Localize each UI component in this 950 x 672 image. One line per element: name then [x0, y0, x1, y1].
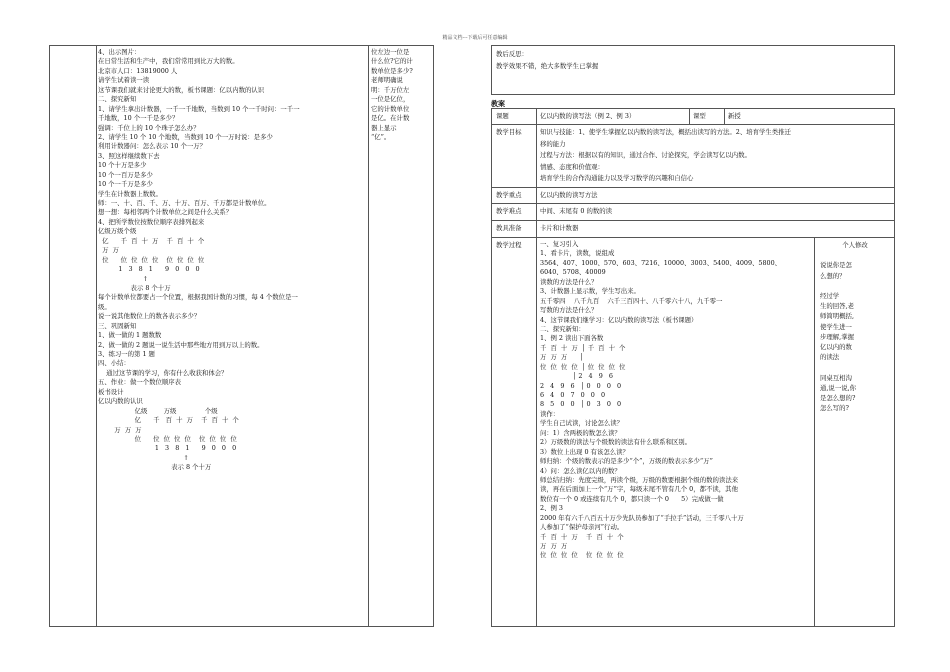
text-line: 每个计数单位都要占一个位置，根据我国计数的习惯，每 4 个数位是一 — [98, 293, 298, 302]
side-line — [820, 250, 890, 260]
text-line: 10 个十万是多少 — [98, 161, 147, 170]
text-line: 4、把所学数位按数位顺序表排列起来 — [98, 217, 205, 226]
process-line: 千 百 十 万 │ 千 百 十 个 — [540, 343, 626, 352]
text-line: 位 位 位 位 位 位 位 位 位 — [98, 434, 237, 443]
text-line: 通过这节课的学习，你有什么收获和体会？ — [98, 368, 228, 377]
process-line: 4）问：怎么读亿以内的数？ — [540, 466, 621, 475]
row-divider — [492, 220, 894, 221]
process-line: 读作： — [540, 409, 560, 418]
text-line: 请学生试着读一读 — [98, 76, 150, 85]
process-line: 万 万 万 │ — [540, 353, 584, 362]
title-label: 课题 — [496, 112, 509, 120]
prep-value: 卡片和计数器 — [540, 224, 579, 232]
text-line: 亿级 万级 个级 — [98, 406, 218, 415]
side-line: 么想的？ — [820, 271, 846, 280]
process-line: 问：1）含两极的数怎么读？ — [540, 428, 621, 437]
text-line: 亿以内数的认识 — [98, 397, 143, 406]
process-line: 读，再在后面加上一个“万”字，每级末尾不管有几个 0，都不读，其他 — [540, 485, 738, 494]
left-notes — [371, 48, 433, 143]
text-line: 三、巩固新知 — [98, 321, 137, 330]
process-line: 千 百 十 万 千 百 十 个 — [540, 532, 624, 541]
text-line: 10 个一百万是多少 — [98, 170, 153, 179]
goals-label: 教学目标 — [496, 128, 522, 136]
note-line: 器上显示 — [371, 123, 397, 132]
process-line: 3564、407、1000、570、603、7216、10000、3003、5400、4009、5800、 — [540, 258, 782, 267]
process-line: 6 4 0 7 0 0 0 — [540, 391, 606, 399]
process-line: 4、这节课我们继学习：亿以内数的读写法（板书课题） — [540, 315, 698, 324]
process-line: 人参加了“保护母亲河”行动。 — [540, 523, 624, 532]
process-line: 2000 年有六千八百五十万少先队员参加了“手拉手”活动，三千零八十万 — [540, 513, 744, 522]
title-value: 亿以内数的读写法（例 2、例 3） — [540, 112, 636, 120]
row-divider — [492, 187, 894, 188]
type-label: 课型 — [693, 112, 706, 120]
text-line: 2、做一做的 2 题说一说生活中那些地方用到万以上的数。 — [98, 340, 264, 349]
side-line: 是怎么想的? — [820, 394, 856, 403]
process-line: 一、复习引入 — [540, 240, 579, 248]
side-line — [820, 362, 890, 372]
process-line: 2、例 3 — [540, 504, 563, 513]
text-line: 万 万 万 — [98, 425, 142, 434]
text-line: 万 万 — [98, 246, 119, 255]
key-value: 亿以内数的读写方法 — [540, 191, 598, 199]
note-line: 数单位是多少? — [371, 66, 413, 75]
side-notes — [820, 240, 890, 413]
text-line: 利用计数器问：怎么表示 10 个一万？ — [98, 142, 207, 151]
side-column-divider — [814, 237, 815, 626]
process-line: 五千零四 八千九百 六千三百四十、八千零六十八，九千零一 — [540, 296, 723, 305]
row-divider — [492, 237, 894, 238]
side-line: 通,说一说,你 — [820, 383, 857, 392]
lesson-plan-label: 教案 — [491, 99, 505, 108]
row-divider — [492, 124, 894, 125]
process-line: 2 4 9 6 │ 0 0 0 0 — [540, 381, 622, 390]
row-divider — [492, 203, 894, 204]
text-line: 二、探究新知 — [98, 95, 137, 104]
side-header: 个人修改 — [842, 241, 868, 249]
side-line: 同桌互相沟 — [820, 373, 852, 382]
process-content — [540, 240, 812, 561]
goals-content — [540, 127, 894, 185]
note-line: “亿”。 — [371, 133, 391, 142]
text-line: 这节课我们就来讨论更大的数，板书课题：亿以内数的认识 — [98, 85, 265, 94]
text-line: 3、照这样继续数下去 — [98, 151, 160, 160]
process-line: 师总结归纳：先度完级，再读个级，万级的数要根据个级的数的读法来 — [540, 475, 739, 484]
text-line: 四、小结： — [98, 359, 130, 368]
text-line: 表示 8 个十万 — [98, 463, 212, 472]
page-header: 精品文档---下载后可任意编辑 — [442, 35, 508, 41]
text-line: 位 位 位 位 位 位 位 位 位 — [98, 255, 205, 264]
text-line: 师：一、十、百、千、万、十万、百万、千万都是计数单位。 — [98, 199, 271, 207]
note-line: 一位是亿位， — [371, 95, 410, 104]
process-line: 1、看卡片，读数，说组成 — [540, 249, 615, 258]
process-line: 写数的方法是什么？ — [540, 306, 598, 315]
text-line: 说一说其他数位上的数各表示多少？ — [98, 312, 201, 321]
type-divider-2 — [724, 109, 725, 124]
left-column-divider-1 — [96, 46, 97, 626]
process-line: 数位有一个 0 或连续有几个 0，都只读一个 0 5）完成做一做 — [540, 494, 724, 503]
goal-line: 过程与方法：根据以有的知识，通过合作、讨论探究，学会读写亿以内数。 — [540, 151, 751, 159]
text-line: 想一想：每相邻两个计数单位之间是什么关系？ — [98, 208, 233, 217]
process-line: 6040、5708、40009 — [540, 268, 606, 277]
process-line: 读数的方法是什么？ — [540, 277, 598, 286]
process-label: 教学过程 — [496, 241, 522, 249]
side-line — [820, 281, 890, 291]
text-line: 1、做一做的 1 题数数 — [98, 331, 162, 340]
note-line: 它的计数单位 — [371, 104, 410, 113]
key-label: 教学重点 — [496, 191, 522, 199]
text-line: 4、出示图片： — [98, 48, 141, 56]
side-line: 使学生进一 — [820, 322, 852, 331]
text-line: 2、请学生 10 个 10 个地数，当数到 10 个一万时说：是多少 — [98, 132, 273, 141]
text-line: 1 3 8 1 9 0 0 0 — [98, 265, 200, 274]
side-line: 的读法 — [820, 353, 840, 362]
process-line: 万 万 万 — [540, 542, 568, 550]
note-line: 是亿。在计数 — [371, 114, 410, 123]
left-lesson-table — [49, 45, 434, 627]
process-line: 3）数位上出现 0 有该怎么读？ — [540, 447, 629, 456]
text-line: 强调：千位上的 10 个珠子怎么办？ — [98, 123, 200, 132]
text-line: 1 3 8 1 9 0 0 0 — [98, 444, 237, 453]
text-line: 10 个一千万是多少 — [98, 180, 153, 189]
text-line: 千地数，10 个一千是多少？ — [98, 114, 179, 123]
reflection-label: 教后反思： — [496, 50, 528, 58]
goal-line: 移的能力 — [540, 139, 566, 148]
side-line: 经过学 — [820, 292, 840, 301]
process-line: 位 位 位 位 位 位 位 位 — [540, 551, 624, 560]
text-line: 亿 千 百 十 万 千 百 十 个 — [98, 416, 239, 425]
lesson-plan-table — [491, 108, 895, 627]
text-line: 在日常生活和生产中，我们常常用到比万大的数。 — [98, 57, 239, 66]
note-line: 老师明确说 — [371, 76, 403, 85]
goal-line: 情感、态度和价值观： — [540, 162, 604, 171]
difficulty-label: 教学难点 — [496, 207, 522, 215]
text-line: 北京市人口：13819000 人 — [98, 66, 178, 75]
note-line: 位左边一位是 — [371, 48, 410, 56]
process-line: 3、计数器上显示数，学生写出来。 — [540, 287, 640, 296]
reflection-box — [491, 45, 895, 95]
side-line: 说说你是怎 — [820, 261, 852, 270]
side-line: 亿以内的数 — [820, 343, 852, 352]
text-line: ↑ — [98, 453, 189, 462]
text-line: 级。 — [98, 302, 111, 311]
text-line: 学生在计数器上数数。 — [98, 189, 162, 198]
difficulty-value: 中间、末尾有 0 的数的读 — [540, 207, 613, 215]
label-column-divider — [536, 109, 537, 626]
text-line: 亿级万级个级 — [98, 227, 137, 236]
side-line: 生的回答,老 — [820, 302, 854, 311]
process-line: 位 位 位 位 │ 位 位 位 位 — [540, 362, 626, 371]
left-main-content — [98, 48, 366, 473]
process-line: 8 5 0 0 │ 0 3 0 0 — [540, 400, 622, 409]
text-line: ↑ — [98, 274, 149, 283]
process-line: 1、例 2 读出下面各数 — [540, 334, 604, 343]
process-line: 学生自己试读，讨论怎么读？ — [540, 419, 624, 428]
side-line: 怎么写的? — [820, 404, 849, 413]
note-line: 明：千万位左 — [371, 85, 410, 94]
text-line: 3、练习一的第 1 题 — [98, 350, 155, 358]
prep-label: 教具准备 — [496, 224, 522, 232]
goal-line: 培育学生的合作沟通能力以及学习数学的兴趣和自信心 — [540, 174, 694, 182]
type-value: 新授 — [728, 112, 741, 120]
text-line: 五、作业：做一个数位顺序表 — [98, 378, 182, 387]
goal-line: 知识与技能：1、使学生掌握亿以内数的读写法，概括出读写的方法。2、培育学生类推迁 — [540, 128, 791, 136]
type-divider-1 — [689, 109, 690, 124]
text-line: 表示 8 个十万 — [98, 283, 171, 292]
side-line: 步理解,掌握 — [820, 332, 854, 341]
process-line: 二、探究新知： — [540, 324, 585, 333]
text-line: 亿 千 百 十 万 千 百 十 个 — [98, 236, 205, 245]
text-line: 板书设计 — [98, 387, 124, 396]
process-line: │ 2 4 9 6 — [540, 372, 613, 381]
side-line: 师简明概括, — [820, 312, 854, 321]
left-column-divider-2 — [368, 46, 369, 626]
process-line: 2）万级数的读法与个级数的读法有什么联系和区别。 — [540, 438, 692, 447]
note-line: 什么位?它的计 — [371, 57, 413, 66]
reflection-text: 教学效果不错，绝大多数学生已掌握 — [496, 62, 599, 70]
process-line: 师归纳：个级的数表示的是多少“个”，万级的数表示多少“万” — [540, 457, 713, 466]
text-line: 1、请学生拿出计数器，一千一千地数，当数到 10 个一千时问：一千一 — [98, 104, 300, 113]
